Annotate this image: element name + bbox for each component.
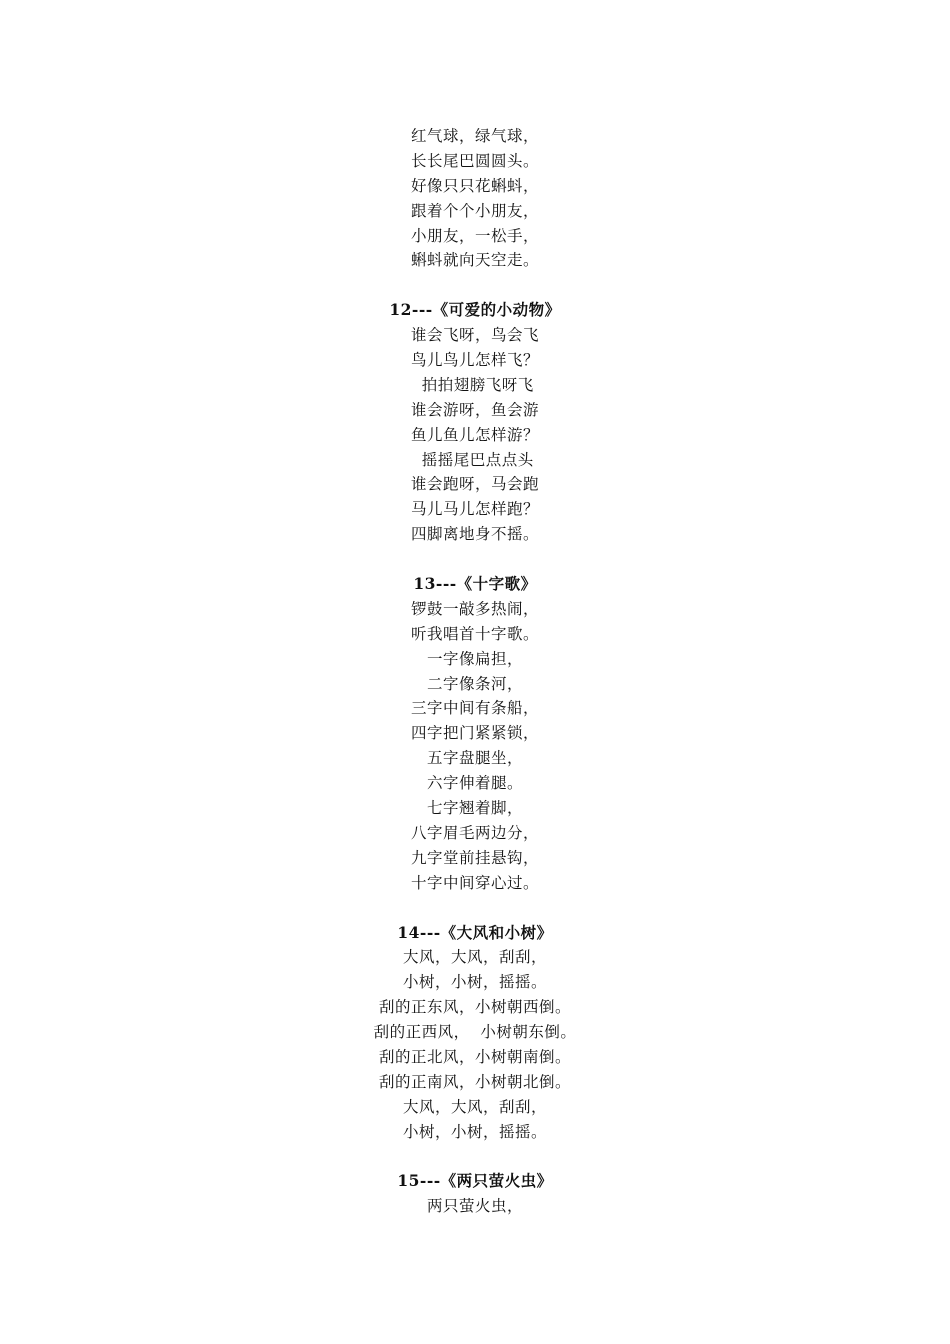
poem-line: 两只萤火虫，	[426, 1197, 523, 1216]
poem-line: 长长尾巴圆圆头。	[410, 151, 539, 170]
poem-line: 一字像扁担，	[426, 649, 523, 668]
poem-line: 刮的正西风， 小树朝东倒。	[373, 1023, 577, 1042]
poem-line: 小树，小树，摇摇。	[402, 973, 547, 992]
poem-line: 谁会游呀，鱼会游	[410, 400, 539, 419]
poem-line: 谁会飞呀，鸟会飞	[410, 326, 539, 345]
stanza-gap	[0, 896, 950, 921]
poem-title: 13---《十字歌》	[413, 574, 537, 594]
poem-line: 好像只只花蝌蚪，	[410, 176, 539, 195]
poem-13	[0, 572, 950, 896]
poem-14	[0, 921, 950, 1145]
poem-line: 小树，小树，摇摇。	[402, 1122, 547, 1141]
poem-page	[0, 124, 950, 1219]
poem-line: 谁会跑呀，马会跑	[410, 475, 539, 494]
poem-line: 九字堂前挂悬钩，	[410, 848, 539, 867]
poem-line: 鱼儿鱼儿怎样游？	[410, 425, 539, 444]
poem-line: 马儿马儿怎样跑？	[410, 500, 539, 519]
poem-line: 跟着个个小朋友，	[410, 201, 539, 220]
poem-line: 刮的正东风，小树朝西倒。	[378, 998, 571, 1017]
poem-line: 十字中间穿心过。	[410, 873, 539, 892]
stanza-gap	[0, 547, 950, 572]
poem-12	[0, 298, 950, 547]
poem-line: 小朋友，一松手，	[410, 226, 539, 245]
poem-title: 14---《大风和小树》	[397, 922, 553, 942]
poem-title: 12---《可爱的小动物》	[389, 300, 561, 320]
poem-line: 二字像条河，	[426, 674, 523, 693]
poem-line: 三字中间有条船，	[410, 699, 539, 718]
poem-title: 15---《两只萤火虫》	[397, 1171, 553, 1191]
poem-line: 四字把门紧紧锁，	[410, 724, 539, 743]
poem-line: 锣鼓一敲多热闹，	[410, 599, 539, 618]
poem-line: 摇摇尾巴点点头	[416, 450, 534, 469]
poem-line: 大风，大风，刮刮，	[402, 1097, 547, 1116]
poem-line: 红气球，绿气球，	[410, 127, 539, 145]
poem-line: 五字盘腿坐，	[426, 749, 523, 768]
stanza-gap	[0, 1145, 950, 1170]
poem-line: 鸟儿鸟儿怎样飞？	[410, 351, 539, 370]
stanza-gap	[0, 273, 950, 298]
poem-line: 听我唱首十字歌。	[410, 624, 539, 643]
poem-11	[0, 124, 950, 273]
poem-line: 刮的正南风，小树朝北倒。	[378, 1072, 571, 1091]
poem-line: 蝌蚪就向天空走。	[410, 251, 539, 270]
poem-line: 八字眉毛两边分，	[410, 823, 539, 842]
poem-line: 刮的正北风，小树朝南倒。	[378, 1047, 571, 1066]
poem-line: 六字伸着腿。	[426, 774, 523, 793]
poem-line: 拍拍翅膀飞呀飞	[416, 375, 534, 394]
poem-line: 大风，大风，刮刮，	[402, 948, 547, 967]
poem-line: 七字翘着脚，	[426, 799, 523, 818]
poem-line: 四脚离地身不摇。	[410, 525, 539, 544]
poem-15	[0, 1169, 950, 1219]
